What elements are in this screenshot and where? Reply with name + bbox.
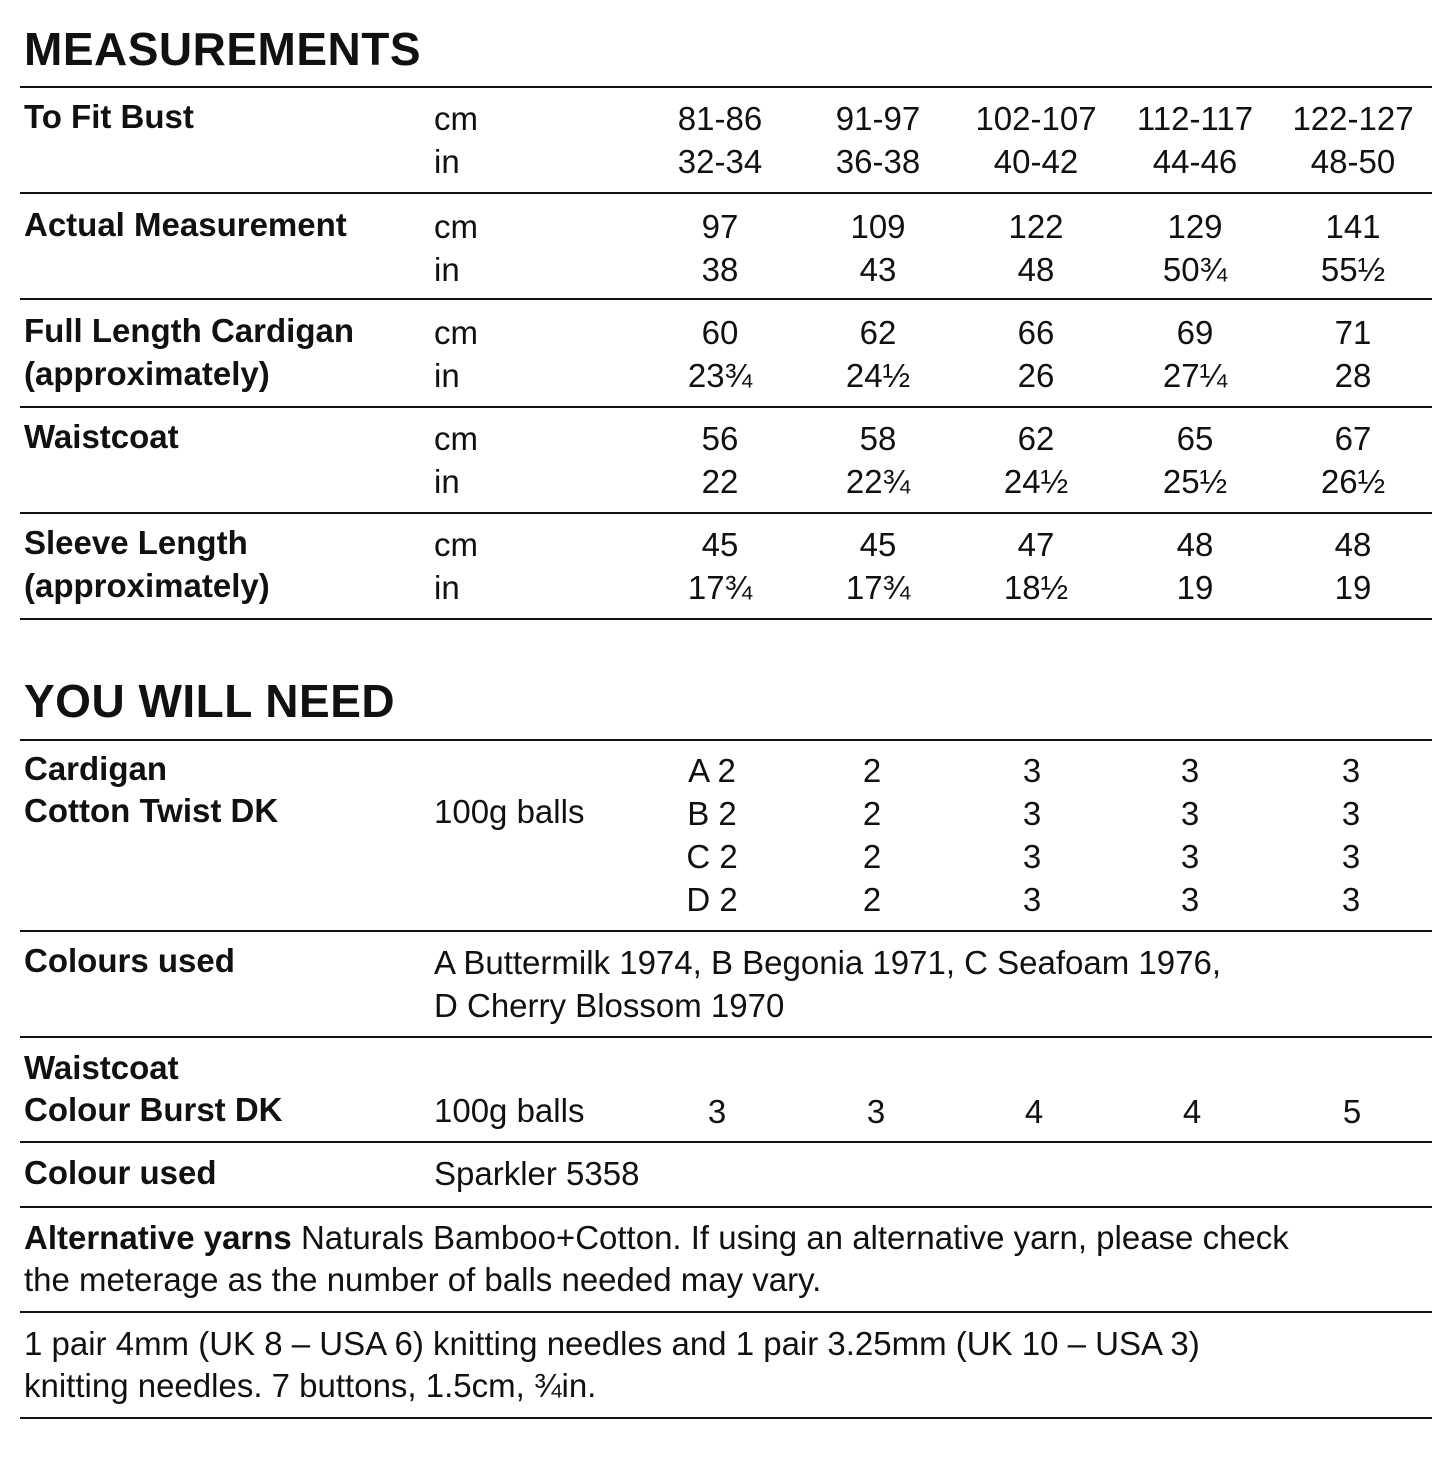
measurement-value: 71 — [1334, 314, 1372, 351]
measurement-value: 32-34 — [677, 143, 763, 180]
measurement-value: 67 — [1334, 420, 1372, 457]
divider — [20, 1206, 1432, 1208]
measurement-value: 22 — [701, 463, 739, 500]
divider — [20, 86, 1432, 88]
measurement-value: 62 — [1017, 420, 1055, 457]
divider — [20, 1311, 1432, 1313]
measurement-value: 122 — [1008, 208, 1064, 245]
measurement-unit: cm — [434, 314, 478, 351]
measurement-value: 112-117 — [1136, 100, 1254, 137]
measurement-value: 48 — [1176, 526, 1214, 563]
cardigan-ball-count: 2 — [862, 752, 882, 789]
measurement-value: 81-86 — [677, 100, 763, 137]
cardigan-ball-count: 3 — [1022, 752, 1042, 789]
measurement-value: 24½ — [1003, 463, 1069, 500]
measurement-value: 69 — [1176, 314, 1214, 351]
waistcoat-ball-count: 4 — [1182, 1093, 1202, 1130]
measurement-label: To Fit Bust — [24, 98, 194, 135]
measurement-value: 60 — [701, 314, 739, 351]
measurement-value: 50¾ — [1162, 251, 1228, 288]
cardigan-ball-count: 3 — [1341, 752, 1361, 789]
measurement-value: 26½ — [1320, 463, 1386, 500]
cardigan-ball-count: 3 — [1180, 838, 1200, 875]
measurement-value: 27¼ — [1162, 357, 1228, 394]
divider — [20, 739, 1432, 741]
measurement-label: (approximately) — [24, 567, 270, 604]
cardigan-ball-count: B 2 — [687, 795, 737, 832]
measurement-value: 66 — [1017, 314, 1055, 351]
measurement-value: 129 — [1167, 208, 1223, 245]
measurement-value: 141 — [1325, 208, 1381, 245]
measurement-label: Actual Measurement — [24, 206, 347, 243]
divider — [20, 406, 1432, 408]
cardigan-ball-count: C 2 — [686, 838, 738, 875]
measurement-value: 17¾ — [687, 569, 753, 606]
measurement-value: 122-127 — [1292, 100, 1414, 137]
cardigan-ball-count: A 2 — [688, 752, 736, 789]
measurement-value: 48 — [1017, 251, 1055, 288]
measurement-value: 45 — [701, 526, 739, 563]
cardigan-ball-count: 2 — [862, 881, 882, 918]
measurement-unit: in — [434, 463, 460, 500]
cardigan-unit: 100g balls — [434, 793, 585, 830]
measurement-value: 97 — [701, 208, 739, 245]
measurement-unit: cm — [434, 100, 478, 137]
measurement-value: 22¾ — [845, 463, 911, 500]
measurement-value: 45 — [859, 526, 897, 563]
divider — [20, 298, 1432, 300]
you-will-need-heading: YOU WILL NEED — [24, 675, 396, 727]
colours-used-line-1: A Buttermilk 1974, B Begonia 1971, C Seafoam 1976, — [434, 944, 1222, 981]
measurement-value: 19 — [1334, 569, 1372, 606]
waistcoat-unit: 100g balls — [434, 1092, 585, 1129]
measurement-label: Waistcoat — [24, 418, 179, 455]
cardigan-ball-count: 3 — [1022, 795, 1042, 832]
measurement-value: 28 — [1334, 357, 1372, 394]
measurement-value: 36-38 — [835, 143, 921, 180]
alternative-yarns-text: Naturals Bamboo+Cotton. If using an alternative yarn, please check — [300, 1219, 1289, 1256]
cardigan-ball-count: 3 — [1341, 881, 1361, 918]
needles-line-2: knitting needles. 7 buttons, 1.5cm, ¾in. — [24, 1367, 597, 1404]
waistcoat-ball-count: 4 — [1024, 1093, 1044, 1130]
measurement-value: 47 — [1017, 526, 1055, 563]
colours-used-label: Colours used — [24, 942, 235, 979]
cardigan-ball-count: 3 — [1022, 838, 1042, 875]
needles-line-1: 1 pair 4mm (UK 8 – USA 6) knitting needles and 1 pair 3.25mm (UK 10 – USA 3) — [24, 1325, 1200, 1362]
cardigan-label: Cardigan — [24, 750, 168, 787]
measurement-unit: in — [434, 251, 460, 288]
measurement-value: 48 — [1334, 526, 1372, 563]
colour-used-label: Colour used — [24, 1154, 217, 1191]
measurements-heading: MEASUREMENTS — [24, 23, 422, 75]
measurement-value: 109 — [850, 208, 906, 245]
waistcoat-ball-count: 3 — [866, 1093, 886, 1130]
measurement-value: 17¾ — [845, 569, 911, 606]
divider — [20, 1141, 1432, 1143]
measurement-value: 19 — [1176, 569, 1214, 606]
divider — [20, 930, 1432, 932]
divider — [20, 192, 1432, 194]
measurement-value: 24½ — [845, 357, 911, 394]
cardigan-ball-count: 3 — [1022, 881, 1042, 918]
cardigan-ball-count: 2 — [862, 838, 882, 875]
measurement-value: 44-46 — [1152, 143, 1238, 180]
measurement-value: 55½ — [1320, 251, 1386, 288]
colour-used-value: Sparkler 5358 — [434, 1155, 640, 1192]
cardigan-ball-count: 3 — [1180, 795, 1200, 832]
measurement-value: 91-97 — [835, 100, 921, 137]
measurement-value: 23¾ — [687, 357, 753, 394]
cardigan-ball-count: 3 — [1180, 752, 1200, 789]
waistcoat-label: Waistcoat — [24, 1049, 179, 1086]
measurement-label: (approximately) — [24, 355, 270, 392]
measurement-unit: cm — [434, 208, 478, 245]
alternative-yarns-line-2: the meterage as the number of balls needed may vary. — [24, 1261, 822, 1298]
measurement-value: 56 — [701, 420, 739, 457]
divider — [20, 1036, 1432, 1038]
measurement-value: 65 — [1176, 420, 1214, 457]
alternative-yarns-label: Alternative yarns — [24, 1219, 292, 1256]
measurement-value: 38 — [701, 251, 739, 288]
cardigan-ball-count: 3 — [1341, 838, 1361, 875]
measurement-unit: in — [434, 143, 460, 180]
cardigan-ball-count: 3 — [1180, 881, 1200, 918]
waistcoat-ball-count: 3 — [707, 1093, 727, 1130]
measurement-value: 58 — [859, 420, 897, 457]
colours-used-line-2: D Cherry Blossom 1970 — [434, 987, 785, 1024]
measurement-label: Full Length Cardigan — [24, 312, 354, 349]
measurement-value: 40-42 — [993, 143, 1079, 180]
measurement-value: 102-107 — [975, 100, 1097, 137]
divider — [20, 512, 1432, 514]
measurement-value: 25½ — [1162, 463, 1228, 500]
divider — [20, 1417, 1432, 1419]
divider — [20, 618, 1432, 620]
waistcoat-ball-count: 5 — [1342, 1093, 1362, 1130]
cardigan-ball-count: D 2 — [686, 881, 738, 918]
measurement-value: 18½ — [1003, 569, 1069, 606]
colour-burst-label: Colour Burst DK — [24, 1091, 283, 1128]
measurement-value: 43 — [859, 251, 897, 288]
measurement-unit: in — [434, 569, 460, 606]
measurement-unit: in — [434, 357, 460, 394]
cardigan-ball-count: 2 — [862, 795, 882, 832]
measurement-label: Sleeve Length — [24, 524, 248, 561]
cotton-twist-label: Cotton Twist DK — [24, 792, 279, 829]
cardigan-ball-count: 3 — [1341, 795, 1361, 832]
measurement-unit: cm — [434, 420, 478, 457]
measurement-value: 62 — [859, 314, 897, 351]
measurement-unit: cm — [434, 526, 478, 563]
alternative-yarns-line-1 — [24, 1219, 1289, 1257]
measurement-value: 26 — [1017, 357, 1055, 394]
measurement-value: 48-50 — [1310, 143, 1396, 180]
